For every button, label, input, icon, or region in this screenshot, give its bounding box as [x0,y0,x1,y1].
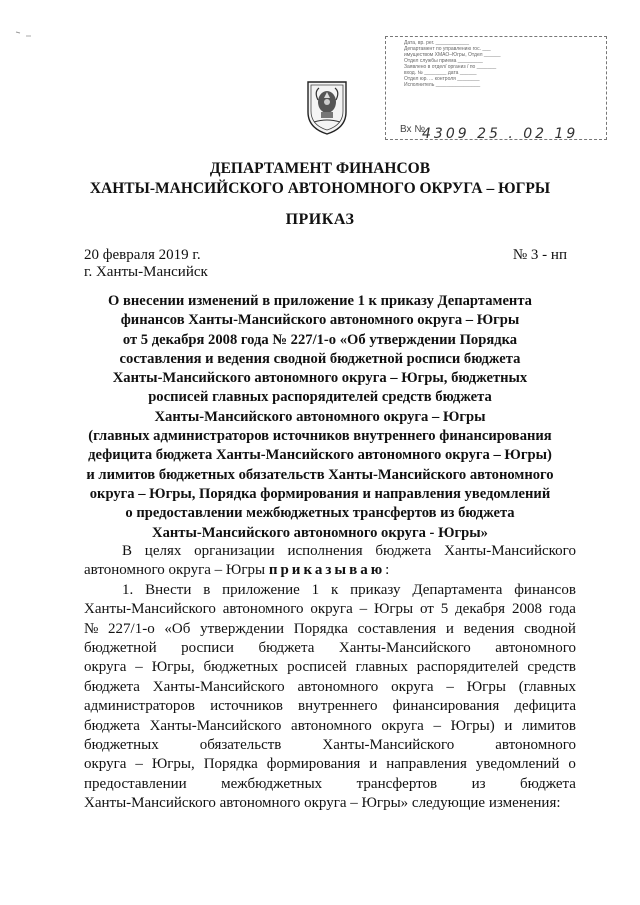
body-text: : [385,562,390,579]
body-line: Ханты-Мансийского автономного округа – Югры» следующие изменения: [84,795,561,812]
body-word: к [331,581,339,598]
paragraph-1 [84,581,576,814]
body-word: автономного [495,737,576,754]
body-word: приложение [222,581,300,598]
body-word: – [446,678,454,695]
stamp-line: Департамент по управлению гос. ___ [404,46,491,52]
body-word: и [445,620,454,637]
body-word: бюджета [520,775,576,792]
body-word: бюджетной [84,640,157,657]
body-word: № [84,620,99,637]
body-word: округа [84,659,127,676]
body-word: финансов [514,581,576,598]
body-line [84,775,576,794]
body-line [84,736,576,755]
body-word: Внести [145,581,192,598]
body-word: уведомлений [475,756,560,773]
body-word: 1 [311,581,320,598]
heading-line: (главных администраторов источников внутреннего финансирования [88,428,552,445]
stamp-line: Отдел службы приема _________ [404,58,483,64]
body-word: Югры [466,678,506,695]
body-word: округа [310,601,353,618]
body-word: автономного [495,640,576,657]
heading-line: дефицита бюджета Ханты-Мансийского автономного округа – Югры) [88,447,552,464]
heading-line: составления и ведения сводной бюджетной росписи бюджета [119,350,521,367]
coat-of-arms-emblem [304,78,350,136]
body-line [84,561,576,580]
body-line [84,717,576,736]
body-word: «Об [164,620,191,637]
order-title: ПРИКАЗ [285,211,355,228]
body-word: росписи [181,640,234,657]
body-word: Югры, [151,756,195,773]
body-word: целях [144,543,182,559]
registration-stamp [385,36,607,140]
stamp-line: вход. № ________ дата ______ [404,70,477,76]
body-word: из [471,775,486,792]
body-line [84,581,576,600]
body-word: В [122,543,133,559]
body-line [84,542,576,561]
department-name-line2: ХАНТЫ-МАНСИЙСКОГО АВТОНОМНОГО ОКРУГА – ЮГРЫ [89,180,551,197]
stamp-line: Заявлено в отдел/ организ / по _______ [404,64,497,70]
body-word: округа [84,756,127,773]
body-word: – [433,717,441,734]
body-word: года [548,601,576,618]
body-line [84,658,576,677]
body-word: и [369,756,378,773]
body-word: – [359,601,368,618]
body-word: формирования [266,756,361,773]
body-word: обязательств [199,737,282,754]
body-line [84,697,576,716]
heading-line: Ханты-Мансийского автономного округа – Югры, бюджетных [112,370,528,387]
heading-line: округа – Югры, Порядка формирования и направления уведомлений [89,485,551,502]
body-word: сводной [524,620,576,637]
body-word: средств [527,659,576,676]
body-word: источников [210,698,283,715]
body-word: автономного [291,717,372,734]
body-word: исполнения [287,543,363,559]
body-word: Ханты-Мансийского [149,717,282,734]
order-date: 20 февраля 2019 г. [84,247,201,263]
body-word: внутреннего [298,698,378,715]
heading-line: Ханты-Мансийского автономного округа - Югры» [152,524,488,541]
body-word: финансирования [392,698,500,715]
stamp-reg-prefix: Вх № [400,124,426,135]
body-word: округа [391,678,434,695]
body-word: от [419,601,434,618]
body-word: ведения [463,620,515,637]
body-word: приказу [350,581,401,598]
body-word: округа [381,717,424,734]
body-word: бюджетных [203,659,279,676]
body-word: Ханты-Мансийского [152,678,285,695]
heading-line: о предоставлении межбюджетных трансфертов из бюджета [125,505,515,522]
body-word: направления [386,756,467,773]
body-word: межбюджетных [221,775,323,792]
body-word: Югры) [450,717,495,734]
body-word: 1. [122,581,134,598]
stamp-handwritten-number: 4309 25 . 02 19 [422,126,579,140]
body-word: лимитов [522,717,576,734]
body-word: Ханты-Мансийского [338,640,471,657]
body-line [84,639,576,658]
order-subject-heading [60,292,580,543]
body-word: бюджета [258,640,315,657]
body-line [84,620,576,639]
body-word: бюджетных [84,737,159,754]
body-word: Департамента [412,581,503,598]
body-word: 2008 [511,601,542,618]
body-word: – [135,756,143,773]
body-line [84,678,576,697]
body-word: – [135,659,143,676]
heading-line: росписей главных распорядителей средств бюджета [148,389,492,406]
order-verb: приказываю [268,562,386,579]
order-number: № 3 - нп [512,247,567,263]
body-line [84,755,576,774]
body-word: предоставлении [84,775,187,792]
body-word: бюджета [84,717,140,734]
body-word: Югры [373,601,414,618]
heading-line: Ханты-Мансийского автономного округа – Югры [154,408,486,425]
stamp-line: Отдел юр. ... контроля ________ [404,76,480,82]
body-word: автономного [222,601,304,618]
body-word: администраторов [84,698,195,715]
body-word: в [203,581,211,598]
department-name-line1: ДЕПАРТАМЕНТ ФИНАНСОВ [209,160,431,177]
body-word: Порядка [203,756,258,773]
stamp-line: Исполнитель ________________ [404,82,481,88]
body-word: утверждении [200,620,285,637]
scan-speck [14,30,34,38]
body-word: росписей [287,659,347,676]
stamp-line: имуществом ХМАО–Югры, Отдел ______ [404,52,501,58]
body-word: организации [194,543,275,559]
body-word: бюджета [84,678,140,695]
body-word: Югры, [151,659,195,676]
body-word: Порядка [293,620,348,637]
heading-line: О внесении изменений в приложение 1 к приказу Департамента [108,293,532,309]
body-word: о [568,756,576,773]
body-word: 5 [440,601,449,618]
body-word: составления [357,620,437,637]
body-word: и [504,717,513,734]
body-word: дефицита [514,698,576,715]
stamp-line: Дата, вр. рег. ____________ [404,40,469,46]
body-word: Ханты-Мансийского [444,543,576,559]
body-text: автономного округа – Югры [84,562,266,579]
body-word: Ханты-Мансийского [322,737,455,754]
body-word: трансфертов [356,775,438,792]
body-word: бюджета [375,543,432,559]
body-word: автономного [297,678,379,695]
heading-line: от 5 декабря 2008 года № 227/1-о «Об утверждении Порядка [122,331,518,348]
body-word: декабря [455,601,506,618]
body-word: Ханты-Мансийского [84,601,216,618]
body-word: распорядителей [416,659,519,676]
body-word: (главных [518,678,576,695]
body-word: 227/1-о [108,620,155,637]
order-city: г. Ханты-Мансийск [84,264,208,280]
heading-line: и лимитов бюджетных обязательств Ханты-Мансийского автономного [86,466,554,483]
heading-line: финансов Ханты-Мансийского автономного округа – Югры [120,312,520,329]
body-line [84,600,576,619]
order-body [84,542,576,814]
body-word: главных [355,659,408,676]
